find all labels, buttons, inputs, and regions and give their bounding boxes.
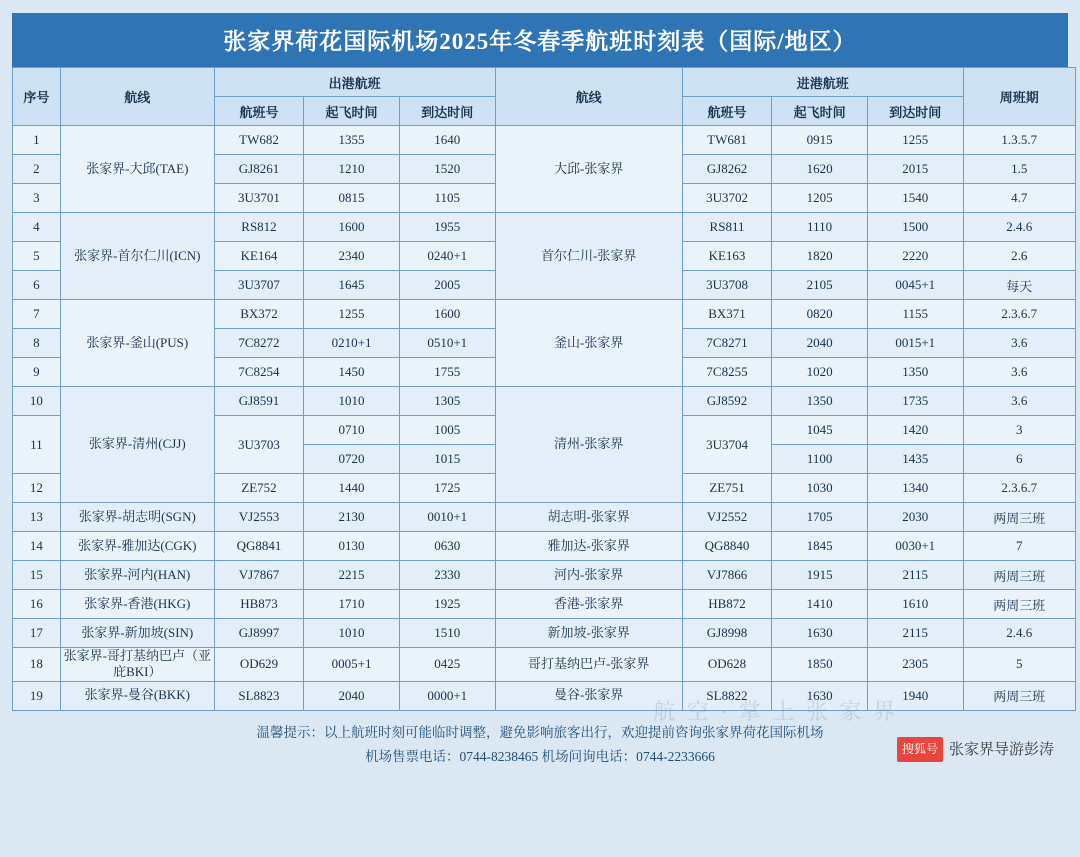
departure-arrival-time: 1640 xyxy=(399,126,495,155)
route-departure: 张家界-河内(HAN) xyxy=(60,561,214,590)
departure-arrival-time: 0240+1 xyxy=(399,242,495,271)
row-seq: 14 xyxy=(13,532,61,561)
flight-no-departure: RS812 xyxy=(214,213,303,242)
flight-no-departure: BX372 xyxy=(214,300,303,329)
arrival-departure-time: 1100 xyxy=(772,445,868,474)
arrival-departure-time: 1630 xyxy=(772,619,868,648)
row-seq: 6 xyxy=(13,271,61,300)
week-frequency: 每天 xyxy=(963,271,1075,300)
row-seq: 19 xyxy=(13,681,61,710)
arrival-departure-time: 1630 xyxy=(772,681,868,710)
col-in-arr: 到达时间 xyxy=(867,97,963,126)
departure-arrival-time: 2005 xyxy=(399,271,495,300)
flight-no-arrival: GJ8998 xyxy=(682,619,771,648)
departure-time: 1010 xyxy=(304,387,400,416)
departure-arrival-time: 0630 xyxy=(399,532,495,561)
departure-time: 1255 xyxy=(304,300,400,329)
arrival-departure-time: 1820 xyxy=(772,242,868,271)
flight-no-departure: TW682 xyxy=(214,126,303,155)
row-seq: 1 xyxy=(13,126,61,155)
col-out-arr: 到达时间 xyxy=(399,97,495,126)
col-route-in: 航线 xyxy=(495,68,682,126)
table-row xyxy=(13,387,1076,416)
departure-time: 1710 xyxy=(304,590,400,619)
arrival-time: 2220 xyxy=(867,242,963,271)
flight-no-departure: GJ8261 xyxy=(214,155,303,184)
table-header xyxy=(13,68,1076,126)
route-departure: 张家界-清州(CJJ) xyxy=(60,387,214,503)
table-row xyxy=(13,213,1076,242)
week-frequency: 2.4.6 xyxy=(963,619,1075,648)
row-seq: 13 xyxy=(13,503,61,532)
arrival-departure-time: 1110 xyxy=(772,213,868,242)
col-out-flightno: 航班号 xyxy=(214,97,303,126)
flight-no-arrival: GJ8592 xyxy=(682,387,771,416)
arrival-time: 1340 xyxy=(867,474,963,503)
departure-arrival-time: 0000+1 xyxy=(399,681,495,710)
table-row xyxy=(13,561,1076,590)
departure-arrival-time: 1755 xyxy=(399,358,495,387)
flight-no-departure: 3U3707 xyxy=(214,271,303,300)
arrival-departure-time: 1845 xyxy=(772,532,868,561)
table-row xyxy=(13,619,1076,648)
col-week: 周班期 xyxy=(963,68,1075,126)
flight-no-departure: OD629 xyxy=(214,648,303,682)
route-departure: 张家界-大邱(TAE) xyxy=(60,126,214,213)
departure-time: 1645 xyxy=(304,271,400,300)
row-seq: 4 xyxy=(13,213,61,242)
ghost-watermark: 航 空 · 掌 上 张 家 界 xyxy=(653,698,898,724)
table-row xyxy=(13,300,1076,329)
arrival-departure-time: 1045 xyxy=(772,416,868,445)
arrival-time: 0045+1 xyxy=(867,271,963,300)
flight-no-departure: HB873 xyxy=(214,590,303,619)
arrival-time: 0030+1 xyxy=(867,532,963,561)
col-group-arrival: 进港航班 xyxy=(682,68,963,97)
week-frequency: 3.6 xyxy=(963,358,1075,387)
week-frequency: 6 xyxy=(963,445,1075,474)
arrival-time: 1735 xyxy=(867,387,963,416)
departure-time: 1600 xyxy=(304,213,400,242)
week-frequency: 2.6 xyxy=(963,242,1075,271)
arrival-departure-time: 1410 xyxy=(772,590,868,619)
arrival-time: 2115 xyxy=(867,619,963,648)
flight-no-departure: ZE752 xyxy=(214,474,303,503)
departure-time: 0720 xyxy=(304,445,400,474)
route-arrival: 首尔仁川-张家界 xyxy=(495,213,682,300)
arrival-departure-time: 1620 xyxy=(772,155,868,184)
flight-no-departure: KE164 xyxy=(214,242,303,271)
flight-no-departure: 3U3701 xyxy=(214,184,303,213)
flight-schedule-table xyxy=(12,67,1076,711)
route-arrival: 胡志明-张家界 xyxy=(495,503,682,532)
departure-arrival-time: 0425 xyxy=(399,648,495,682)
departure-time: 0815 xyxy=(304,184,400,213)
arrival-departure-time: 2105 xyxy=(772,271,868,300)
arrival-departure-time: 1030 xyxy=(772,474,868,503)
departure-arrival-time: 2330 xyxy=(399,561,495,590)
route-arrival: 清州-张家界 xyxy=(495,387,682,503)
arrival-time: 1420 xyxy=(867,416,963,445)
departure-time: 0130 xyxy=(304,532,400,561)
week-frequency: 3.6 xyxy=(963,387,1075,416)
route-departure: 张家界-雅加达(CGK) xyxy=(60,532,214,561)
flight-no-arrival: BX371 xyxy=(682,300,771,329)
departure-time: 2340 xyxy=(304,242,400,271)
route-arrival: 雅加达-张家界 xyxy=(495,532,682,561)
account-name: 张家界导游彭涛 xyxy=(948,741,1054,759)
table-row xyxy=(13,532,1076,561)
arrival-time: 1155 xyxy=(867,300,963,329)
arrival-departure-time: 1705 xyxy=(772,503,868,532)
week-frequency: 2.4.6 xyxy=(963,213,1075,242)
table-body xyxy=(13,126,1076,711)
row-seq: 2 xyxy=(13,155,61,184)
flight-no-arrival: OD628 xyxy=(682,648,771,682)
row-seq: 9 xyxy=(13,358,61,387)
flight-no-departure: SL8823 xyxy=(214,681,303,710)
row-seq: 16 xyxy=(13,590,61,619)
arrival-time: 2115 xyxy=(867,561,963,590)
departure-time: 0005+1 xyxy=(304,648,400,682)
row-seq: 5 xyxy=(13,242,61,271)
arrival-time: 1435 xyxy=(867,445,963,474)
flight-no-departure: 7C8254 xyxy=(214,358,303,387)
arrival-time: 1350 xyxy=(867,358,963,387)
route-arrival: 新加坡-张家界 xyxy=(495,619,682,648)
col-group-departure: 出港航班 xyxy=(214,68,495,97)
table-row xyxy=(13,126,1076,155)
flight-no-arrival: GJ8262 xyxy=(682,155,771,184)
row-seq: 18 xyxy=(13,648,61,682)
departure-time: 0710 xyxy=(304,416,400,445)
footer-line-1: 温馨提示：以上航班时刻可能临时调整，避免影响旅客出行，欢迎提前咨询张家界荷花国际机场 xyxy=(256,724,824,740)
table-row xyxy=(13,648,1076,682)
row-seq: 8 xyxy=(13,329,61,358)
departure-arrival-time: 1005 xyxy=(399,416,495,445)
week-frequency: 两周三班 xyxy=(963,503,1075,532)
week-frequency: 5 xyxy=(963,648,1075,682)
col-out-dep: 起飞时间 xyxy=(304,97,400,126)
row-seq: 7 xyxy=(13,300,61,329)
arrival-time: 2030 xyxy=(867,503,963,532)
week-frequency: 两周三班 xyxy=(963,681,1075,710)
route-arrival: 大邱-张家界 xyxy=(495,126,682,213)
row-seq: 15 xyxy=(13,561,61,590)
departure-arrival-time: 0010+1 xyxy=(399,503,495,532)
row-seq: 10 xyxy=(13,387,61,416)
route-departure: 张家界-首尔仁川(ICN) xyxy=(60,213,214,300)
departure-time: 1010 xyxy=(304,619,400,648)
arrival-time: 1940 xyxy=(867,681,963,710)
flight-no-arrival: 7C8255 xyxy=(682,358,771,387)
week-frequency: 2.3.6.7 xyxy=(963,474,1075,503)
route-arrival: 曼谷-张家界 xyxy=(495,681,682,710)
route-departure: 张家界-新加坡(SIN) xyxy=(60,619,214,648)
footer-line-2: 机场售票电话：0744-8238465 机场问询电话：0744-2233666 xyxy=(365,748,715,764)
flight-no-departure: GJ8591 xyxy=(214,387,303,416)
departure-time: 2040 xyxy=(304,681,400,710)
page-title: 张家界荷花国际机场2025年冬春季航班时刻表（国际/地区） xyxy=(12,13,1068,67)
flight-no-arrival: KE163 xyxy=(682,242,771,271)
departure-time: 1355 xyxy=(304,126,400,155)
departure-time: 1210 xyxy=(304,155,400,184)
week-frequency: 两周三班 xyxy=(963,561,1075,590)
departure-time: 1450 xyxy=(304,358,400,387)
row-seq: 12 xyxy=(13,474,61,503)
flight-no-arrival: HB872 xyxy=(682,590,771,619)
flight-no-arrival: 3U3704 xyxy=(682,416,771,474)
departure-arrival-time: 1015 xyxy=(399,445,495,474)
departure-time: 1440 xyxy=(304,474,400,503)
flight-no-arrival: TW681 xyxy=(682,126,771,155)
row-seq: 17 xyxy=(13,619,61,648)
route-departure: 张家界-釜山(PUS) xyxy=(60,300,214,387)
flight-no-arrival: 7C8271 xyxy=(682,329,771,358)
departure-arrival-time: 1925 xyxy=(399,590,495,619)
departure-arrival-time: 1600 xyxy=(399,300,495,329)
flight-no-departure: 7C8272 xyxy=(214,329,303,358)
arrival-time: 1540 xyxy=(867,184,963,213)
flight-no-departure: VJ2553 xyxy=(214,503,303,532)
route-departure: 张家界-哥打基纳巴卢（亚庇BKI） xyxy=(60,648,214,682)
flight-no-departure: QG8841 xyxy=(214,532,303,561)
arrival-departure-time: 1915 xyxy=(772,561,868,590)
arrival-departure-time: 1020 xyxy=(772,358,868,387)
arrival-departure-time: 2040 xyxy=(772,329,868,358)
flight-no-arrival: QG8840 xyxy=(682,532,771,561)
table-row xyxy=(13,590,1076,619)
col-in-flightno: 航班号 xyxy=(682,97,771,126)
arrival-time: 1500 xyxy=(867,213,963,242)
footer-notes xyxy=(12,698,1068,770)
week-frequency: 3.6 xyxy=(963,329,1075,358)
row-seq: 11 xyxy=(13,416,61,474)
sohu-badge: 搜狐号 xyxy=(897,737,943,763)
arrival-departure-time: 0820 xyxy=(772,300,868,329)
departure-arrival-time: 1520 xyxy=(399,155,495,184)
table-row xyxy=(13,503,1076,532)
arrival-departure-time: 0915 xyxy=(772,126,868,155)
flight-no-departure: GJ8997 xyxy=(214,619,303,648)
week-frequency: 两周三班 xyxy=(963,590,1075,619)
arrival-time: 1610 xyxy=(867,590,963,619)
flight-no-departure: VJ7867 xyxy=(214,561,303,590)
week-frequency: 2.3.6.7 xyxy=(963,300,1075,329)
week-frequency: 7 xyxy=(963,532,1075,561)
week-frequency: 1.5 xyxy=(963,155,1075,184)
col-in-dep: 起飞时间 xyxy=(772,97,868,126)
flight-no-arrival: SL8822 xyxy=(682,681,771,710)
arrival-time: 0015+1 xyxy=(867,329,963,358)
col-seq: 序号 xyxy=(13,68,61,126)
week-frequency: 1.3.5.7 xyxy=(963,126,1075,155)
arrival-departure-time: 1850 xyxy=(772,648,868,682)
route-arrival: 香港-张家界 xyxy=(495,590,682,619)
route-departure: 张家界-胡志明(SGN) xyxy=(60,503,214,532)
departure-arrival-time: 1955 xyxy=(399,213,495,242)
arrival-time: 2305 xyxy=(867,648,963,682)
row-seq: 3 xyxy=(13,184,61,213)
flight-no-arrival: VJ7866 xyxy=(682,561,771,590)
arrival-time: 1255 xyxy=(867,126,963,155)
source-watermark xyxy=(897,736,1054,763)
route-departure: 张家界-曼谷(BKK) xyxy=(60,681,214,710)
departure-arrival-time: 1305 xyxy=(399,387,495,416)
route-arrival: 河内-张家界 xyxy=(495,561,682,590)
flight-no-departure: 3U3703 xyxy=(214,416,303,474)
departure-time: 0210+1 xyxy=(304,329,400,358)
week-frequency: 3 xyxy=(963,416,1075,445)
departure-time: 2130 xyxy=(304,503,400,532)
arrival-departure-time: 1350 xyxy=(772,387,868,416)
departure-arrival-time: 1105 xyxy=(399,184,495,213)
departure-arrival-time: 0510+1 xyxy=(399,329,495,358)
table-row xyxy=(13,681,1076,710)
flight-no-arrival: RS811 xyxy=(682,213,771,242)
flight-no-arrival: VJ2552 xyxy=(682,503,771,532)
departure-time: 2215 xyxy=(304,561,400,590)
arrival-time: 2015 xyxy=(867,155,963,184)
flight-no-arrival: ZE751 xyxy=(682,474,771,503)
flight-no-arrival: 3U3708 xyxy=(682,271,771,300)
departure-arrival-time: 1725 xyxy=(399,474,495,503)
departure-arrival-time: 1510 xyxy=(399,619,495,648)
route-arrival: 哥打基纳巴卢-张家界 xyxy=(495,648,682,682)
flight-no-arrival: 3U3702 xyxy=(682,184,771,213)
arrival-departure-time: 1205 xyxy=(772,184,868,213)
week-frequency: 4.7 xyxy=(963,184,1075,213)
col-route-out: 航线 xyxy=(60,68,214,126)
route-arrival: 釜山-张家界 xyxy=(495,300,682,387)
header-row-1 xyxy=(13,68,1076,97)
route-departure: 张家界-香港(HKG) xyxy=(60,590,214,619)
